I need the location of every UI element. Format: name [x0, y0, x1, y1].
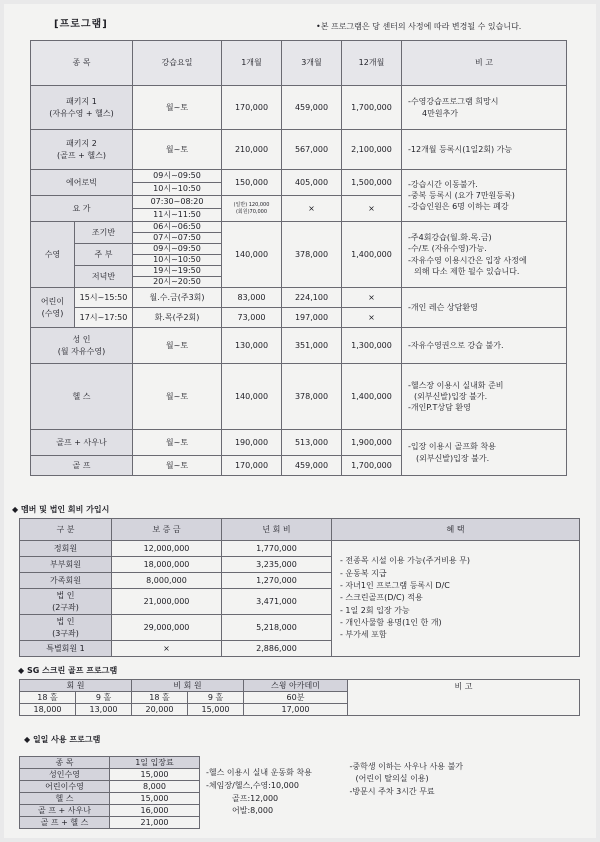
mem-fee: 3,235,000	[222, 557, 332, 573]
package1-days: 월~토	[133, 86, 222, 130]
golf-days: 월~토	[133, 456, 222, 476]
col-days: 강습요일	[133, 41, 222, 86]
sg-price: 20,000	[132, 704, 188, 716]
aerobic-12m: 1,500,000	[342, 170, 402, 196]
daily-table	[19, 756, 580, 829]
package2-note: -12개월 등록시(1일2회) 가능	[402, 130, 567, 170]
swim-group-early: 조기반	[75, 222, 133, 244]
kids-3m-a: 224,100	[282, 288, 342, 308]
mem-col-fee: 년 회 비	[222, 519, 332, 541]
sg-price: 18,000	[20, 704, 76, 716]
sg-header-row	[20, 680, 580, 692]
mem-deposit: 18,000,000	[112, 557, 222, 573]
row-health	[31, 364, 567, 430]
daily-name: 골 프 + 사우나	[20, 805, 110, 817]
sg-holes: 9 홀	[76, 692, 132, 704]
package2-1m: 210,000	[222, 130, 282, 170]
yoga-3m: ×	[282, 196, 342, 222]
sg-price: 13,000	[76, 704, 132, 716]
row-golf-sauna	[31, 430, 567, 456]
aerobic-time-1: 09시~09:50	[133, 170, 222, 183]
mem-deposit: ×	[112, 641, 222, 657]
package2-name: 패키지 2 (골프 + 헬스)	[31, 130, 133, 170]
daily-header-row	[20, 757, 580, 769]
sg-holes: 18 홀	[20, 692, 76, 704]
golf-1m: 170,000	[222, 456, 282, 476]
sg-price: 15,000	[188, 704, 244, 716]
mem-name: 법 인 (3구좌)	[20, 615, 112, 641]
daily-name: 성인수영	[20, 769, 110, 781]
program-table	[30, 40, 567, 476]
daily-price: 15,000	[110, 769, 200, 781]
mem-col-benefit: 혜 택	[332, 519, 580, 541]
health-12m: 1,400,000	[342, 364, 402, 430]
kids-1m-b: 73,000	[222, 308, 282, 328]
swim-note: -주4회강습(월.화.목.금) -수/토 (자유수영)가능. -자유수영 이용시간은 입장 사정에 의해 다소 제한 될수 있습니다.	[402, 222, 567, 288]
col-sport: 종 목	[31, 41, 133, 86]
yoga-name: 요 가	[31, 196, 133, 222]
daily-mid-note: -헬스 이용시 실내 운동화 착용 -체임장/헬스,수영:10,000 골프:12,000 어발:8,000	[206, 767, 312, 816]
membership-row	[20, 541, 580, 557]
daily-price: 15,000	[110, 793, 200, 805]
package1-name: 패키지 1 (자유수영 + 헬스)	[31, 86, 133, 130]
price-sheet	[4, 4, 596, 838]
daily-name: 어린이수영	[20, 781, 110, 793]
kids-1m-a: 83,000	[222, 288, 282, 308]
page-title: [프로그램]	[54, 19, 108, 30]
yoga-time-1: 07:30~08:20	[133, 196, 222, 209]
adult-name: 성 인 (월 자유수영)	[31, 328, 133, 364]
adult-note: -자유수영권으로 강습 불가.	[402, 328, 567, 364]
kids-12m-a: ×	[342, 288, 402, 308]
health-days: 월~토	[133, 364, 222, 430]
yoga-1m: (일반) 120,000 (회원)70,000	[222, 196, 282, 222]
membership-table	[19, 518, 580, 657]
col-note: 비 고	[402, 41, 567, 86]
daily-col-price: 1일 입장료	[110, 757, 200, 769]
sg-members: 회 원	[20, 680, 132, 692]
adult-3m: 351,000	[282, 328, 342, 364]
mem-fee: 3,471,000	[222, 589, 332, 615]
daily-name: 헬 스	[20, 793, 110, 805]
mem-deposit: 12,000,000	[112, 541, 222, 557]
mem-col-deposit: 보 증 금	[112, 519, 222, 541]
mem-col-type: 구 분	[20, 519, 112, 541]
mem-deposit: 8,000,000	[112, 573, 222, 589]
col-12month: 12개월	[342, 41, 402, 86]
program-header-row	[31, 41, 567, 86]
golf-sauna-12m: 1,900,000	[342, 430, 402, 456]
aerobic-yoga-note: -강습시간 이동불가. -중복 등록시 (요가 7만원등록) -강습인원은 6명 이하는 폐강	[402, 170, 567, 222]
col-3month: 3개월	[282, 41, 342, 86]
mem-deposit: 29,000,000	[112, 615, 222, 641]
benefit-item: - 전종목 시설 이용 가능(주거비용 무)	[340, 556, 471, 566]
mem-name: 법 인 (2구좌)	[20, 589, 112, 615]
health-3m: 378,000	[282, 364, 342, 430]
header-note: •본 프로그램은 당 센터의 사정에 따라 변경될 수 있습니다.	[316, 22, 522, 31]
package1-note: -수영강습프로그램 희망시 4만원추가	[402, 86, 567, 130]
daily-price: 8,000	[110, 781, 200, 793]
mem-fee: 5,218,000	[222, 615, 332, 641]
sg-academy: 스윙 아카데미	[244, 680, 348, 692]
swim-group-housewife: 주 부	[75, 244, 133, 266]
swim-time-5: 19시~19:50	[133, 266, 222, 277]
swim-time-3: 09시~09:50	[133, 244, 222, 255]
benefit-item: - 개인사물함 용명(1인 한 개)	[340, 618, 442, 628]
aerobic-3m: 405,000	[282, 170, 342, 196]
daily-price: 16,000	[110, 805, 200, 817]
swim-1m: 140,000	[222, 222, 282, 288]
kids-time-2: 17시~17:50	[75, 308, 133, 328]
health-note: -헬스장 이용시 실내화 준비 (외부신발)입장 불가. -개인P.T상담 환영	[402, 364, 567, 430]
daily-title: ◆ 일일 사용 프로그램	[24, 735, 101, 744]
mem-fee: 2,886,000	[222, 641, 332, 657]
golf-sauna-3m: 513,000	[282, 430, 342, 456]
kids-name: 어린이 (수영)	[31, 288, 75, 328]
kids-note: -개인 레슨 상담환영	[402, 288, 567, 328]
aerobic-time-2: 10시~10:50	[133, 183, 222, 196]
row-aerobic-1	[31, 170, 567, 183]
swim-time-4: 10시~10:50	[133, 255, 222, 266]
golf-sauna-1m: 190,000	[222, 430, 282, 456]
package1-12m: 1,700,000	[342, 86, 402, 130]
benefit-item: - 1일 2회 입장 가능	[340, 605, 410, 615]
adult-12m: 1,300,000	[342, 328, 402, 364]
health-1m: 140,000	[222, 364, 282, 430]
daily-price: 21,000	[110, 817, 200, 829]
swim-group-evening: 저녁반	[75, 266, 133, 288]
mem-name: 정회원	[20, 541, 112, 557]
swim-time-6: 20시~20:50	[133, 277, 222, 288]
kids-12m-b: ×	[342, 308, 402, 328]
kids-days-2: 화.목(주2회)	[133, 308, 222, 328]
benefit-item: - 부가세 포함	[340, 630, 387, 640]
sg-nonmembers: 비 회 원	[132, 680, 244, 692]
daily-name: 골 프 + 헬 스	[20, 817, 110, 829]
membership-benefits	[332, 541, 580, 657]
golf-name: 골 프	[31, 456, 133, 476]
aerobic-1m: 150,000	[222, 170, 282, 196]
row-swim-1	[31, 222, 567, 233]
swim-time-2: 07시~07:50	[133, 233, 222, 244]
membership-title: ◆ 멤버 및 법인 회비 가입시	[12, 505, 110, 514]
benefit-item: - 자녀1인 프로그램 등록시 D/C	[340, 580, 450, 590]
swim-name: 수영	[31, 222, 75, 288]
health-name: 헬 스	[31, 364, 133, 430]
kids-time-1: 15시~15:50	[75, 288, 133, 308]
row-package2	[31, 130, 567, 170]
sg-academy-price: 17,000	[244, 704, 348, 716]
sg-golf-table	[19, 679, 580, 716]
package2-3m: 567,000	[282, 130, 342, 170]
swim-time-1: 06시~06:50	[133, 222, 222, 233]
golf-sauna-name: 골프 + 사우나	[31, 430, 133, 456]
sg-duration: 60분	[244, 692, 348, 704]
daily-right-note: -중학생 이하는 사우나 사용 불가 (어린이 탈의실 이용) -방문시 주차 3시간 무료	[349, 761, 464, 797]
golf-note: -입장 이용시 골프화 착용 (외부신발)입장 불가.	[402, 430, 567, 476]
swim-3m: 378,000	[282, 222, 342, 288]
row-kids-1	[31, 288, 567, 308]
header	[4, 4, 596, 40]
daily-col-sport: 종 목	[20, 757, 110, 769]
package2-12m: 2,100,000	[342, 130, 402, 170]
package1-3m: 459,000	[282, 86, 342, 130]
row-package1	[31, 86, 567, 130]
sg-holes: 9 홀	[188, 692, 244, 704]
yoga-time-2: 11시~11:50	[133, 209, 222, 222]
swim-12m: 1,400,000	[342, 222, 402, 288]
sg-golf-title: ◆ SG 스크린 골프 프로그램	[18, 666, 118, 675]
row-adult	[31, 328, 567, 364]
sg-note-header: 비 고	[348, 680, 580, 716]
kids-days-1: 월.수.금(주3회)	[133, 288, 222, 308]
adult-1m: 130,000	[222, 328, 282, 364]
adult-days: 월~토	[133, 328, 222, 364]
mem-deposit: 21,000,000	[112, 589, 222, 615]
golf-3m: 459,000	[282, 456, 342, 476]
aerobic-name: 에어로빅	[31, 170, 133, 196]
membership-header-row	[20, 519, 580, 541]
mem-name: 특별회원 1	[20, 641, 112, 657]
mem-name: 부부회원	[20, 557, 112, 573]
mem-fee: 1,270,000	[222, 573, 332, 589]
sg-holes: 18 홀	[132, 692, 188, 704]
col-1month: 1개월	[222, 41, 282, 86]
mem-fee: 1,770,000	[222, 541, 332, 557]
benefit-item: - 운동복 지급	[340, 568, 387, 578]
golf-sauna-days: 월~토	[133, 430, 222, 456]
package1-1m: 170,000	[222, 86, 282, 130]
benefit-item: - 스크린골프(D/C) 적용	[340, 593, 423, 603]
yoga-12m: ×	[342, 196, 402, 222]
golf-12m: 1,700,000	[342, 456, 402, 476]
mem-name: 가족회원	[20, 573, 112, 589]
kids-3m-b: 197,000	[282, 308, 342, 328]
package2-days: 월~토	[133, 130, 222, 170]
